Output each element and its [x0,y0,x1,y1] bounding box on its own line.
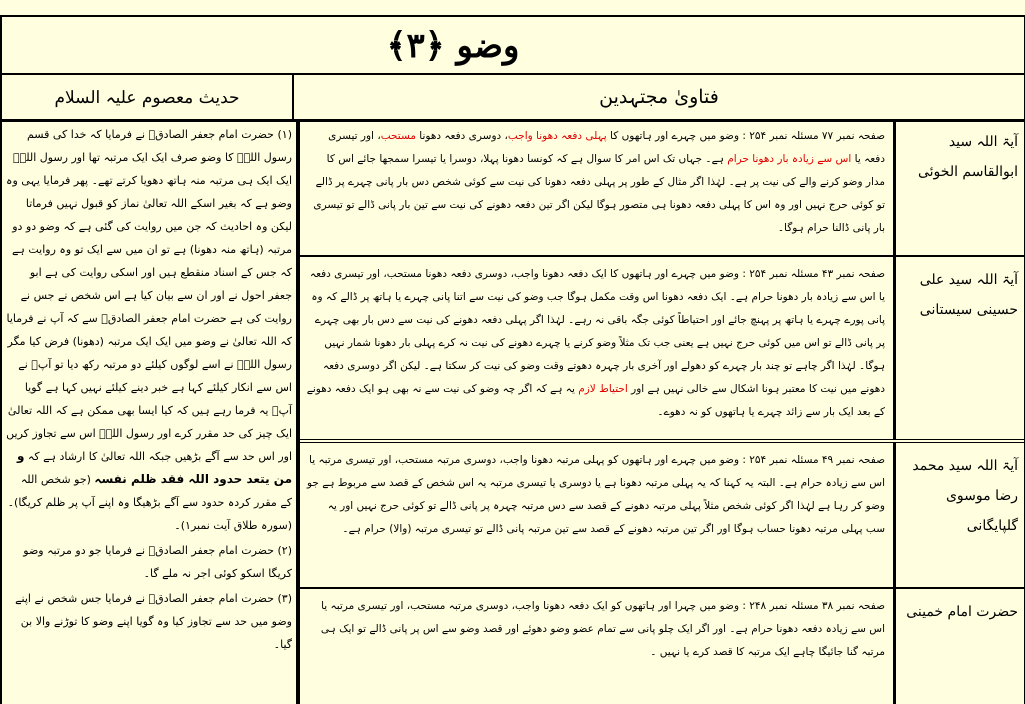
mujtahid-name: آیۃ اللہ سید ابوالقاسم الخوئی [917,134,1018,180]
header-hadith: حدیث معصوم علیہ السلام [2,75,294,119]
fatwa-text-part: ، اور تیسری دفعہ یا [328,130,885,165]
mujtahid-name: آیۃ اللہ سید علی حسینی سیستانی [919,272,1018,318]
fatwa-row-khoei [300,119,1024,257]
fatwa-text-part: ہے۔ جہاں تک اس امر کا سوال ہے کہ کونسا دھونا پہلا، دوسرا یا تیسرا سمجھا جائے اس کا مدار وضو کرنے والے کی نیت پر ہے۔ لہٰذا اگر مثال کے طور پر پہلی دفعہ دھونا کی نیت سے کوئی شخص دس بار پانی چہرے پر ڈالے تو کوئی حرج نہیں اور وہ اس کا پہلی دفعہ دھونا ہی متصور ہوگا لیکن اگر تین دفعہ دھونے کی نیت سے تین بار پانی ڈالے تو تیسری بار پانی ڈالنا حرام ہوگا۔ [313,153,885,234]
header-row [0,73,1025,122]
fatwa-text: صفحہ نمبر ۳۸ مسئلہ نمبر ۲۴۸ : وضو میں چہرا اور ہاتھوں کو ایک دفعہ دھونا واجب، دوسری مرتبہ مستحب، اور تیسری مرتبہ یا اس سے زیادہ دفعہ دھونا حرام ہے۔ اور اگر ایک چلو پانی سے تمام عضو وضو دھوئے اور قصد وضو سے اس پر پانی ڈالے تو ایک ہی مرتبہ گنا جائیگا چاہے ایک مرتبہ کا قصد کرے یا نہیں ۔ [300,589,896,704]
mujtahid-name: آیۃ اللہ سید محمد رضا موسوی گلپایگانی [912,458,1018,534]
header-fatawa: فتاویٰ مجتہدین [599,86,719,108]
table-body [0,119,1025,704]
fatwa-highlight: احتیاط لازم [578,383,628,395]
fatwa-row-golpaygani [300,443,1024,589]
fatwa-text [300,119,896,255]
fatwa-text [300,257,896,439]
hadith-1-end: (جو شخص اللہ کے مقرر کردہ حدود سے آگے بڑھیگا وہ اپنے آپ پر ظلم کریگا)۔ (سورہ طلاق آیت نمبر۱)۔ [7,473,292,532]
hadith-3: (۳) حضرت امام جعفر الصادقؑ نے فرمایا جس شخص نے اپنے وضو میں حد سے تجاوز کیا وہ گویا اپنے وضو کا توڑنے والا بن گیا۔ [15,592,292,651]
fatwa-highlight: اس سے زیادہ بار دھونا حرام [727,153,852,165]
quran-verse: و من یتعد حدود اللہ فقد ظلم نفسہ [16,449,292,486]
fatwa-text-part: یہ ہے کہ اگر چہ وضو کی نیت سے نہ بھی ہو ایک دفعہ دھونے کے بعد ایک بار سے زائد چہرے یا ہاتھوں کو نہ دھوے۔ [306,383,885,418]
hadith-2: (۲) حضرت امام جعفر الصادقؑ نے فرمایا جو دو مرتبہ وضو کریگا اسکو کوئی اجر نہ ملے گا۔ [23,544,292,580]
hadith-1 [6,123,292,537]
fatwa-highlight: پہلی دفعہ دھونا واجب [507,130,607,142]
hadith-1-text: (۱) حضرت امام جعفر الصادقؑ نے فرمایا کہ خدا کی قسم رسول اللہؐ کا وضو صرف ایک ایک مرتبہ تھا اور رسول اللہؐ ایک ایک ہی مرتبہ منہ ہاتھ دھویا کرتے تھے۔ پھر فرمایا یہی وہ وضو ہے کہ بغیر اسکے اللہ تعالیٰ نماز کو قبول نہیں فرماتا لیکن وہ احادیث کہ جن میں روایت کی گئی ہے کہ وضو دو دو مرتبہ (ہاتھ منہ دھونا) ہے تو ان میں سے ایک تو وہ روایت ہے کہ جس کے اسناد منقطع ہیں اور اسکی روایت کی ہے ابو جعفر احول نے اور ان سے بیان کیا ہے اس شخص نے جس نے روایت کی ہے حضرت امام جعفر الصادقؑ سے کہ آپ نے فرمایا کہ اللہ تعالیٰ نے وضو میں ایک ایک مرتبہ (دھونا) فرض کیا مگر رسول اللہؐ نے اسے لوگوں کیلئے دو مرتبہ رکھ دیا تو آپؐ نے اس سے انکار کیلئے کہا ہے خبر دینے کیلئے نہیں کہا ہے گویا آپؐ یہ فرما رہے ہیں کہ کیا ایسا بھی ممکن ہے کہ اللہ تعالیٰ ایک چیز کی حد مقرر کرے اور رسول اللہؐ اس سے تجاوز کریں اور اس حد سے آگے بڑھیں جبکہ اللہ تعالیٰ کا ارشاد ہے کہ [6,128,292,463]
fatwa-text-part: صفحہ نمبر ۴۳ مسئلہ نمبر ۲۵۴ : وضو میں چہرے اور ہاتھوں کا ایک دفعہ دھونا واجب، دوسری دفعہ دھونا مستحب، اور تیسری دفعہ یا اس سے زیادہ بار دھونا حرام ہے۔ ایک دفعہ دھونا اس وقت مکمل ہوگا جب وضو کی نیت سے اتنا پانی چہرے یا ہاتھ پر ڈالے کہ وہ پانی پورے چہرے یا ہاتھ پر پہنچ جائے اور احتیاطاً کوئی جگہ باقی نہ رہے۔ لہٰذا اگر پہلی دفعہ دھونے کی نیت سے دس بار بھی چہرے پر پانی ڈالے تو اس میں کوئی حرج نہیں ہے یعنی جب تک مثلاً وضو کرنے یا چہرے دھونے کی نیت نہ کرے پہلی بار دھونا شمار نہیں ہوگا۔ لہٰذا اگر چاہے تو چند بار چہرے کو دھولے اور آخری بار چہرہ دھوتے وقت وضو کی نیت کر سکتا ہے۔ لیکن اگر دوسری دفعہ دھونے میں نیت کا معتبر ہونا اشکال سے خالی نہیں ہے اور [309,268,885,395]
mujtahid-name: حضرت امام خمینی [906,604,1018,620]
hadith-column [2,119,300,704]
fatwa-row-sistani [300,257,1024,443]
fatwa-text-part: صفحہ نمبر ۷۷ مسئلہ نمبر ۲۵۴ : وضو میں چہرے اور ہاتھوں کا [606,130,885,142]
page-title: وضو ﴿۳﴾ [386,25,520,66]
title-row [0,15,1025,73]
fatwa-text-part: ، دوسری دفعہ دھونا [415,130,508,142]
fatawa-column [300,119,1024,704]
fatwa-text: صفحہ نمبر ۴۹ مسئلہ نمبر ۲۵۴ : وضو میں چہرے اور ہاتھوں کو پہلی مرتبہ دھونا واجب، دوسری مرتبہ مستحب، اور تیسری مرتبہ یا اس سے زیادہ حرام ہے۔ البتہ یہ کہنا کہ یہ پہلی مرتبہ دھونا ہے یا دوسری یا تیسری مرتبہ یہ اس شخص کے قصد سے مربوط ہے جو وضو کر رہا ہے لہٰذا اگر کوئی شخص مثلاً پہلی مرتبہ دھونے کے قصد سے دس مرتبہ چہرہ پر پانی ڈالے تو کوئی حرج نہیں اور یہ سب پہلی مرتبہ دھونا حساب ہوگا اور اگر تین مرتبہ دھونے کے قصد سے تین مرتبہ پانی ڈالے تو تیسری مرتبہ (والا) حرام ہے۔ [300,443,896,587]
fatwa-highlight: مستحب [380,130,416,142]
fatwa-row-khomeini [300,589,1024,704]
